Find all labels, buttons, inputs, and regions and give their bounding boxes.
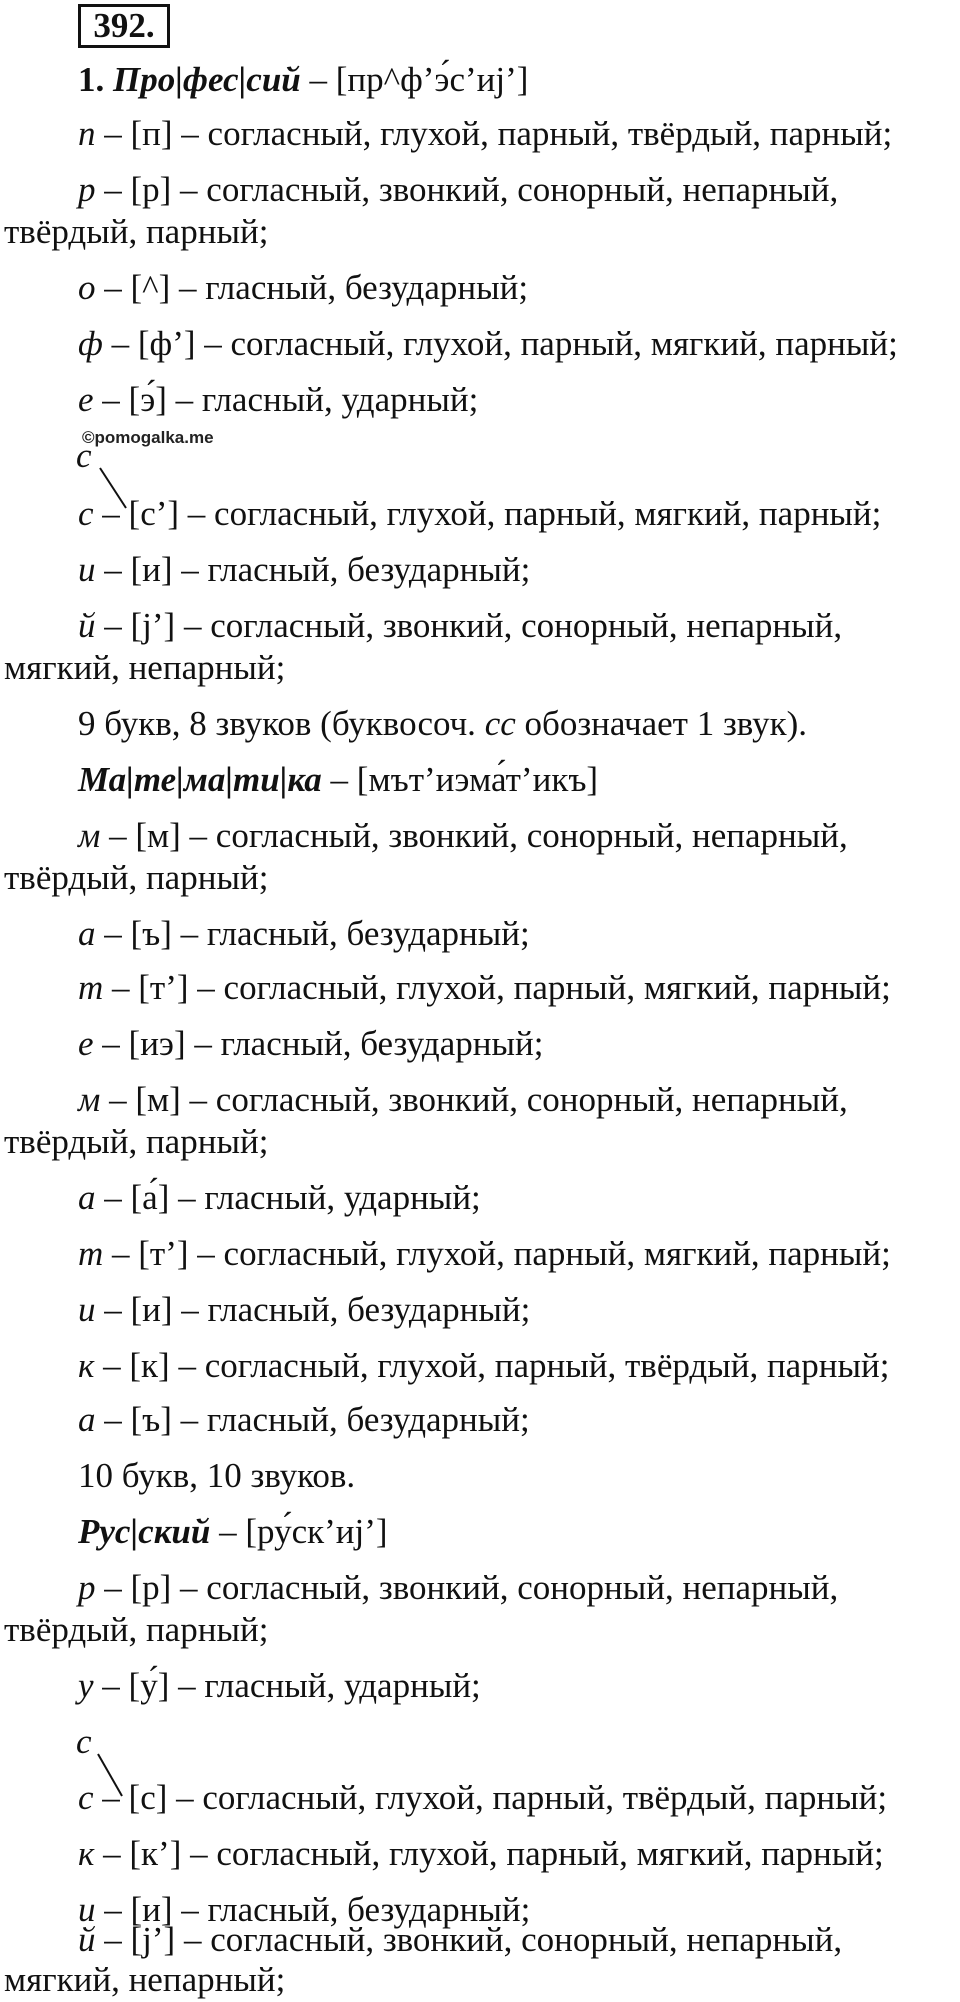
analysis-line: [78, 1178, 481, 1218]
line-text: – [иэ] – гласный, безударный;: [93, 1024, 544, 1063]
letter: е: [78, 380, 94, 419]
letter: с: [78, 494, 94, 533]
heading-number: 1.: [78, 60, 113, 99]
summary-post: обозначает 1 звук).: [515, 704, 808, 743]
line-text: твёрдый, парный;: [4, 858, 269, 897]
heading-word: Рус|ский: [78, 1512, 211, 1551]
analysis-line-continued: [4, 648, 285, 688]
letter: и: [78, 1890, 96, 1929]
letter: м: [78, 816, 101, 855]
line-text: – [э́] – гласный, ударный;: [93, 380, 479, 419]
line-text: – [с’] – согласный, глухой, парный, мягкий, парный;: [93, 494, 882, 533]
heading-word: Ма|те|ма|ти|ка: [78, 760, 322, 799]
line-text: – [т’] – согласный, глухой, парный, мягкий, парный;: [103, 1234, 891, 1273]
letter: е: [78, 1024, 94, 1063]
letter: к: [78, 1834, 95, 1873]
analysis-line: [78, 1666, 481, 1706]
letter: р: [78, 1568, 96, 1607]
analysis-line: [78, 1834, 884, 1874]
line-text: – [м] – согласный, звонкий, сонорный, непарный,: [100, 1080, 848, 1119]
line-text: – [т’] – согласный, глухой, парный, мягкий, парный;: [103, 968, 891, 1007]
letter: а: [78, 914, 96, 953]
analysis-line: [78, 1920, 842, 1960]
letter: с: [78, 1778, 94, 1817]
analysis-line: [78, 816, 848, 856]
summary-line: [78, 704, 807, 744]
analysis-line: [78, 1346, 889, 1386]
analysis-line: [78, 550, 530, 590]
letter: у: [78, 1666, 94, 1705]
letter: о: [78, 268, 96, 307]
line-text: – [п] – согласный, глухой, парный, твёрдый, парный;: [95, 114, 893, 153]
double-letter-mark: с: [76, 1722, 92, 1761]
task-number-box: 392.: [78, 4, 170, 48]
double-letter-mark: с: [76, 436, 92, 475]
summary-pre: 9 букв, 8 звуков (буквосоч.: [78, 704, 485, 743]
line-text: – [к’] – согласный, глухой, парный, мягкий, парный;: [94, 1834, 884, 1873]
heading-transcription: – [ру́ск’иj’]: [210, 1512, 388, 1551]
line-text: – [j’] – согласный, звонкий, сонорный, непарный,: [95, 606, 843, 645]
letter: п: [78, 114, 96, 153]
line-text: мягкий, непарный;: [4, 1960, 286, 1999]
line-text: – [м] – согласный, звонкий, сонорный, непарный,: [100, 816, 848, 855]
line-text: – [ъ] – гласный, безударный;: [95, 914, 530, 953]
letter: й: [78, 1920, 96, 1959]
letter: й: [78, 606, 96, 645]
letter: и: [78, 1290, 96, 1329]
analysis-line: [78, 1234, 891, 1274]
heading-word: Про|фес|сий: [113, 60, 301, 99]
analysis-line: [78, 1568, 838, 1608]
line-text: – [у́] – гласный, ударный;: [93, 1666, 481, 1705]
line-text: – [р] – согласный, звонкий, сонорный, непарный,: [95, 170, 839, 209]
line-text: – [и] – гласный, безударный;: [95, 1290, 531, 1329]
word-heading-russkiy: [78, 1512, 388, 1552]
line-text: – [с] – согласный, глухой, парный, твёрдый, парный;: [93, 1778, 888, 1817]
heading-transcription: – [пр^ф’э́с’иj’]: [300, 60, 529, 99]
analysis-line: [78, 494, 881, 534]
line-text: мягкий, непарный;: [4, 648, 286, 687]
analysis-line-continued: [4, 1610, 268, 1650]
letter: р: [78, 170, 96, 209]
line-text: – [j’] – согласный, звонкий, сонорный, непарный,: [95, 1920, 843, 1959]
word-heading-matematika: [78, 760, 598, 800]
letter: а: [78, 1400, 96, 1439]
line-text: – [к] – согласный, глухой, парный, твёрдый, парный;: [94, 1346, 890, 1385]
watermark: ©pomogalka.me: [82, 428, 214, 447]
analysis-line: [78, 1400, 530, 1440]
heading-transcription: – [мът’иэма́т’икъ]: [321, 760, 599, 799]
line-text: твёрдый, парный;: [4, 212, 269, 251]
analysis-line-continued: [4, 1122, 268, 1162]
letter: к: [78, 1346, 95, 1385]
line-text: – [^] – гласный, безударный;: [95, 268, 529, 307]
analysis-line: [78, 1778, 887, 1818]
analysis-line: [78, 1080, 848, 1120]
letter: м: [78, 1080, 101, 1119]
letter: а: [78, 1178, 96, 1217]
line-text: 10 букв, 10 звуков.: [78, 1456, 356, 1495]
letter: и: [78, 550, 96, 589]
analysis-line-continued: [4, 1960, 285, 2000]
line-text: твёрдый, парный;: [4, 1610, 269, 1649]
line-text: – [и] – гласный, безударный;: [95, 1890, 531, 1929]
line-text: – [р] – согласный, звонкий, сонорный, непарный,: [95, 1568, 839, 1607]
line-text: – [и] – гласный, безударный;: [95, 550, 531, 589]
analysis-line-continued: [4, 858, 268, 898]
analysis-line: [78, 914, 530, 954]
letter: т: [78, 1234, 104, 1273]
line-text: – [а́] – гласный, ударный;: [95, 1178, 481, 1217]
analysis-line: [78, 1024, 543, 1064]
summary-italic: сс: [484, 704, 516, 743]
analysis-line: [78, 606, 842, 646]
line-text: – [ф’] – согласный, глухой, парный, мягкий, парный;: [102, 324, 898, 363]
summary-line: [78, 1456, 355, 1496]
analysis-line: [78, 968, 891, 1008]
letter: ф: [78, 324, 103, 363]
analysis-line: [78, 1290, 530, 1330]
line-text: твёрдый, парный;: [4, 1122, 269, 1161]
letter: т: [78, 968, 104, 1007]
line-text: – [ъ] – гласный, безударный;: [95, 1400, 530, 1439]
